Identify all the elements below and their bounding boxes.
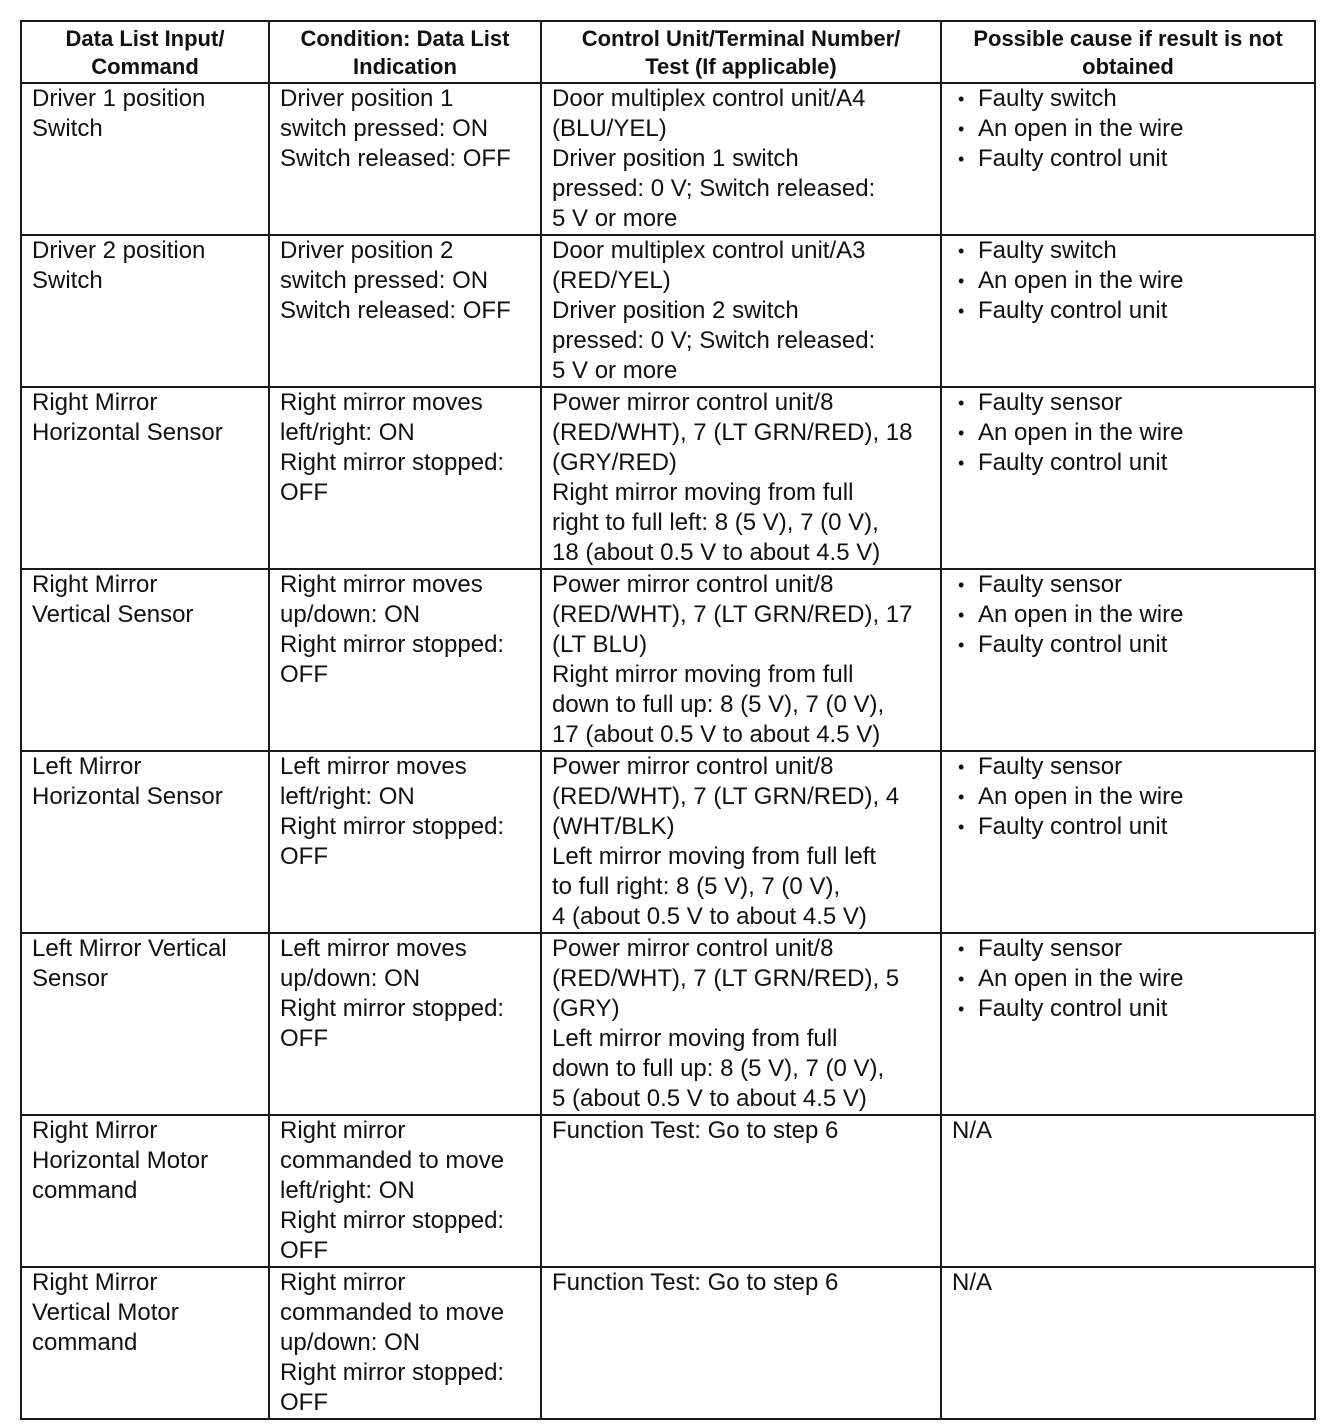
table-row [21,387,1315,569]
cell-line: Power mirror control unit/8 [552,389,834,416]
cell-possible-cause [941,1267,1315,1419]
header-line: Indication [353,54,457,79]
cell-data-list-input [21,751,269,933]
cell-line: Driver 2 position [32,237,206,264]
list-item [952,630,1306,660]
cell-line: (LT BLU) [552,631,648,658]
cause-text: An open in the wire [978,267,1184,294]
cell-line: Function Test: Go to step 6 [552,1117,839,1144]
cell-line: Switch released: OFF [280,145,511,172]
table-row [21,751,1315,933]
cause-list [952,388,1306,478]
cell-condition [269,751,541,933]
table-body [21,83,1315,1419]
cell-line: Driver position 2 switch [552,297,799,324]
cell-line: Vertical Motor [32,1299,179,1326]
cause-text: Faulty control unit [978,813,1168,840]
cell-line: Vertical Sensor [32,601,194,628]
cause-text: An open in the wire [978,115,1184,142]
cell-line: Left mirror moving from full left [552,843,877,870]
cell-line: up/down: ON [280,1329,421,1356]
cell-line: (WHT/BLK) [552,813,675,840]
cell-data-list-input [21,1115,269,1267]
list-item [952,752,1306,782]
header-control-unit [541,21,941,83]
cause-text: Faulty switch [978,237,1117,264]
cell-condition [269,569,541,751]
table-row [21,83,1315,235]
list-item [952,114,1306,144]
cell-line: OFF [280,661,328,688]
cell-line: Switch released: OFF [280,297,511,324]
list-item [952,964,1306,994]
bullet-icon: • [958,817,965,837]
cell-line: (RED/WHT), 7 (LT GRN/RED), 5 [552,965,900,992]
cause-text: Faulty sensor [978,935,1123,962]
cell-line: 17 (about 0.5 V to about 4.5 V) [552,721,881,748]
cause-text: Faulty sensor [978,753,1123,780]
bullet-icon: • [958,149,965,169]
cell-line: Sensor [32,965,109,992]
cell-line: OFF [280,1025,328,1052]
cell-condition [269,1115,541,1267]
cell-line: Right mirror [280,1269,406,1296]
cell-line: up/down: ON [280,601,421,628]
cell-possible-cause [941,83,1315,235]
cause-text: An open in the wire [978,783,1184,810]
bullet-icon: • [958,453,965,473]
cell-line: 5 (about 0.5 V to about 4.5 V) [552,1085,867,1112]
cell-line: left/right: ON [280,783,415,810]
cell-line: Door multiplex control unit/A3 [552,237,866,264]
cell-control-unit [541,933,941,1115]
cell-line: Right Mirror [32,389,158,416]
cause-text: An open in the wire [978,965,1184,992]
header-condition [269,21,541,83]
cell-line: left/right: ON [280,419,415,446]
cell-line: command [32,1177,138,1204]
cell-line: (GRY/RED) [552,449,677,476]
cause-text: N/A [952,1117,993,1144]
cell-line: Horizontal Sensor [32,783,223,810]
bullet-icon: • [958,393,965,413]
cell-line: Right Mirror [32,571,158,598]
cell-line: Driver position 2 [280,237,454,264]
cell-line: Right Mirror [32,1117,158,1144]
cell-line: Door multiplex control unit/A4 [552,85,866,112]
cause-text: N/A [952,1269,993,1296]
header-line: Command [91,54,199,79]
cell-line: 5 V or more [552,357,678,384]
cell-line: Horizontal Sensor [32,419,223,446]
cause-text: Faulty control unit [978,995,1168,1022]
cell-line: command [32,1329,138,1356]
cell-data-list-input [21,235,269,387]
list-item [952,812,1306,842]
cell-line: Right mirror moving from full [552,661,854,688]
list-item [952,934,1306,964]
list-item [952,782,1306,812]
cell-line: OFF [280,843,328,870]
cell-control-unit [541,751,941,933]
cell-line: (RED/WHT), 7 (LT GRN/RED), 4 [552,783,900,810]
list-item [952,84,1306,114]
cause-text: Faulty sensor [978,389,1123,416]
cause-text: Faulty control unit [978,631,1168,658]
cell-line: up/down: ON [280,965,421,992]
cause-text: An open in the wire [978,601,1184,628]
cell-line: Driver 1 position [32,85,206,112]
cell-line: Right Mirror [32,1269,158,1296]
cell-line: to full right: 8 (5 V), 7 (0 V), [552,873,841,900]
bullet-icon: • [958,635,965,655]
cell-line: pressed: 0 V; Switch released: [552,327,876,354]
cell-line: Power mirror control unit/8 [552,753,834,780]
bullet-icon: • [958,575,965,595]
cell-line: right to full left: 8 (5 V), 7 (0 V), [552,509,879,536]
cell-line: OFF [280,1389,328,1416]
bullet-icon: • [958,757,965,777]
cell-data-list-input [21,569,269,751]
cell-line: 18 (about 0.5 V to about 4.5 V) [552,539,881,566]
cause-list [952,236,1306,326]
list-item [952,600,1306,630]
bullet-icon: • [958,271,965,291]
cell-line: Right mirror stopped: [280,449,505,476]
header-line: Control Unit/Terminal Number/ [581,26,901,51]
cause-list [952,570,1306,660]
cell-possible-cause [941,235,1315,387]
list-item [952,296,1306,326]
header-line: Test (If applicable) [645,54,837,79]
cell-line: switch pressed: ON [280,267,489,294]
bullet-icon: • [958,241,965,261]
bullet-icon: • [958,605,965,625]
cell-line: Right mirror stopped: [280,813,505,840]
cell-line: 4 (about 0.5 V to about 4.5 V) [552,903,867,930]
header-line: obtained [1082,54,1174,79]
bullet-icon: • [958,939,965,959]
cell-data-list-input [21,387,269,569]
cell-condition [269,387,541,569]
cell-line: Right mirror stopped: [280,1359,505,1386]
cell-line: (GRY) [552,995,620,1022]
cell-control-unit [541,235,941,387]
cell-control-unit [541,387,941,569]
list-item [952,388,1306,418]
bullet-icon: • [958,999,965,1019]
cell-possible-cause [941,751,1315,933]
cell-line: Right mirror moving from full [552,479,854,506]
cause-text: Faulty control unit [978,449,1168,476]
cell-line: Driver position 1 [280,85,454,112]
cell-line: OFF [280,1237,328,1264]
cell-condition [269,1267,541,1419]
list-item [952,570,1306,600]
cell-line: Right mirror moves [280,389,483,416]
cell-condition [269,933,541,1115]
cell-line: down to full up: 8 (5 V), 7 (0 V), [552,691,885,718]
bullet-icon: • [958,119,965,139]
table-row [21,933,1315,1115]
cause-text: Faulty control unit [978,145,1168,172]
table-row [21,569,1315,751]
header-line: Condition: Data List [300,26,510,51]
cause-text: Faulty control unit [978,297,1168,324]
cell-line: Right mirror stopped: [280,995,505,1022]
cell-line: Left mirror moves [280,935,467,962]
list-item [952,236,1306,266]
cell-possible-cause [941,1115,1315,1267]
cell-control-unit [541,83,941,235]
cell-line: switch pressed: ON [280,115,489,142]
bullet-icon: • [958,301,965,321]
cell-line: Right mirror stopped: [280,631,505,658]
bullet-icon: • [958,969,965,989]
cell-line: (RED/WHT), 7 (LT GRN/RED), 17 [552,601,913,628]
cell-possible-cause [941,933,1315,1115]
cell-data-list-input [21,933,269,1115]
cell-line: (RED/WHT), 7 (LT GRN/RED), 18 [552,419,913,446]
cell-line: Switch [32,267,103,294]
cell-control-unit [541,1115,941,1267]
header-row [21,21,1315,83]
cell-line: Switch [32,115,103,142]
cell-line: Horizontal Motor [32,1147,209,1174]
cause-text: Faulty switch [978,85,1117,112]
cell-line: Left Mirror [32,753,142,780]
header-possible-cause [941,21,1315,83]
cell-line: 5 V or more [552,205,678,232]
cell-line: Right mirror moves [280,571,483,598]
cause-list [952,84,1306,174]
cell-line: Function Test: Go to step 6 [552,1269,839,1296]
cell-line: (RED/YEL) [552,267,671,294]
cell-line: Left Mirror Vertical [32,935,227,962]
cell-line: Power mirror control unit/8 [552,571,834,598]
cell-line: Left mirror moves [280,753,467,780]
cell-possible-cause [941,387,1315,569]
cell-line: OFF [280,479,328,506]
cell-possible-cause [941,569,1315,751]
cell-line: Left mirror moving from full [552,1025,838,1052]
list-item [952,144,1306,174]
bullet-icon: • [958,787,965,807]
table-header [21,21,1315,83]
cell-line: commanded to move [280,1299,505,1326]
bullet-icon: • [958,89,965,109]
table-row [21,1115,1315,1267]
cell-line: Power mirror control unit/8 [552,935,834,962]
cell-line: Right mirror [280,1117,406,1144]
header-input [21,21,269,83]
cause-list [952,934,1306,1024]
list-item [952,266,1306,296]
cell-data-list-input [21,1267,269,1419]
data-list-table [20,20,1316,1420]
cell-line: commanded to move [280,1147,505,1174]
cell-line: Right mirror stopped: [280,1207,505,1234]
cell-line: left/right: ON [280,1177,415,1204]
cell-condition [269,83,541,235]
cell-control-unit [541,569,941,751]
cell-line: Driver position 1 switch [552,145,799,172]
list-item [952,448,1306,478]
cell-data-list-input [21,83,269,235]
header-line: Data List Input/ [65,26,225,51]
list-item [952,994,1306,1024]
cell-condition [269,235,541,387]
cause-text: Faulty sensor [978,571,1123,598]
table-row [21,1267,1315,1419]
cell-line: pressed: 0 V; Switch released: [552,175,876,202]
list-item [952,418,1306,448]
cell-control-unit [541,1267,941,1419]
cell-line: (BLU/YEL) [552,115,667,142]
bullet-icon: • [958,423,965,443]
cause-list [952,752,1306,842]
table-row [21,235,1315,387]
cell-line: down to full up: 8 (5 V), 7 (0 V), [552,1055,885,1082]
header-line: Possible cause if result is not [973,26,1283,51]
cause-text: An open in the wire [978,419,1184,446]
